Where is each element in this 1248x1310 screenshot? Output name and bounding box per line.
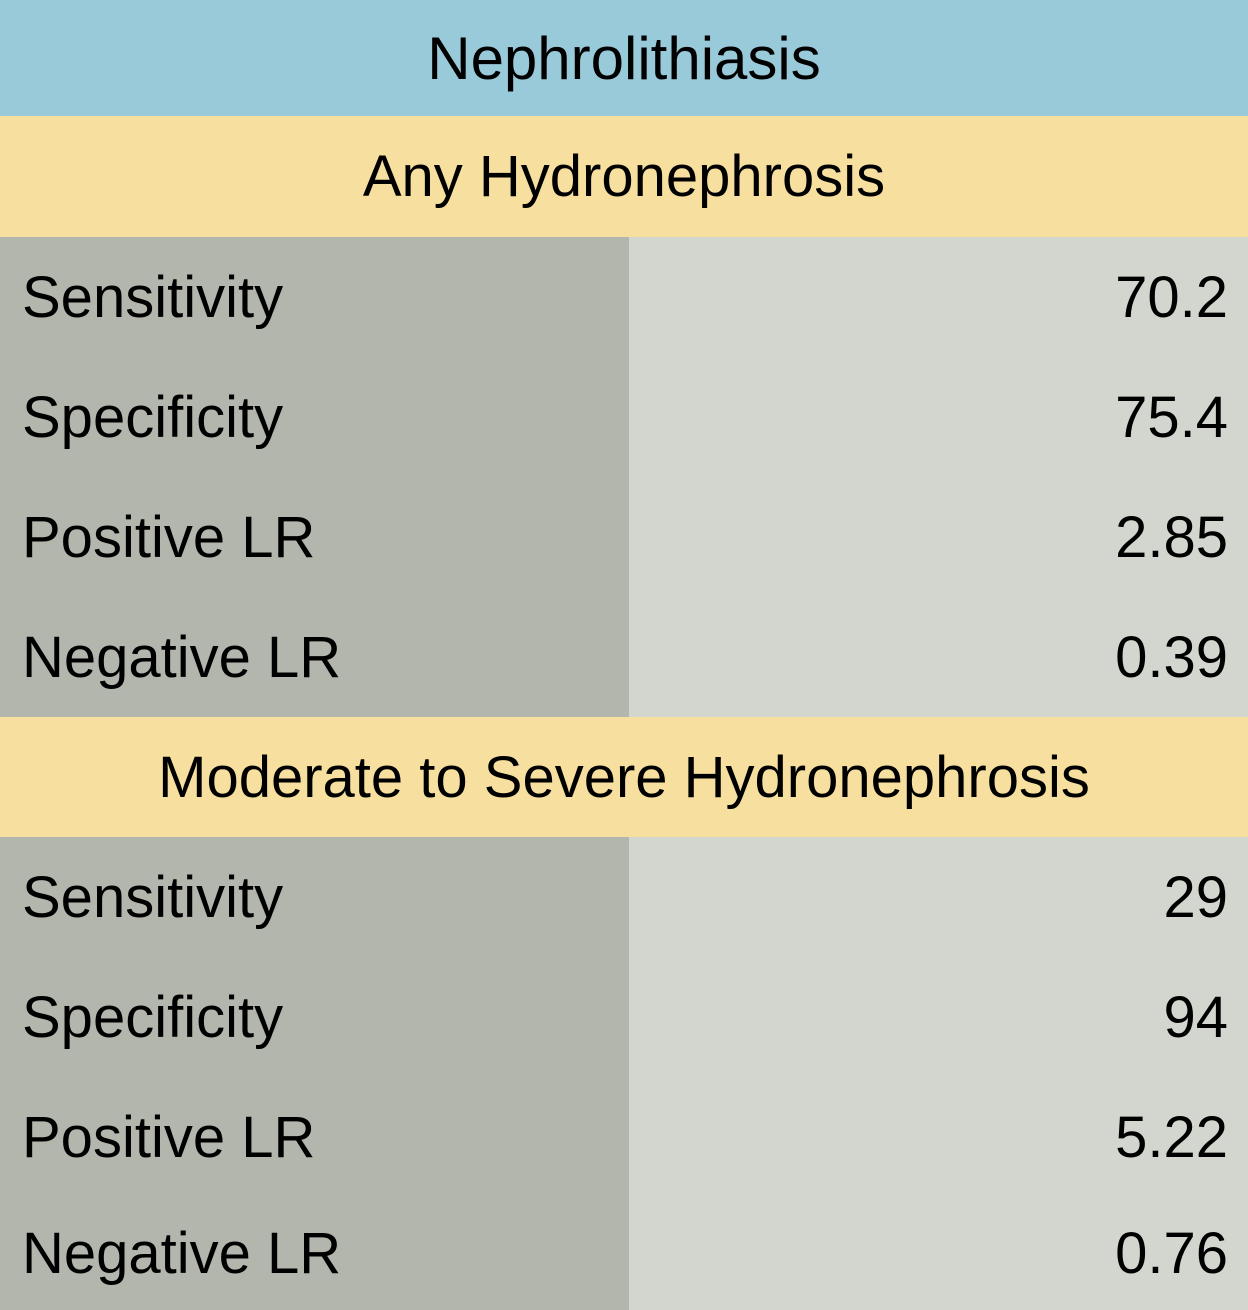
row-value: 94 (629, 957, 1248, 1077)
table-row (0, 1197, 1248, 1310)
section-body-moderate-severe-hydronephrosis (0, 837, 1248, 1310)
row-label: Specificity (0, 957, 629, 1077)
row-label: Specificity (0, 357, 629, 477)
row-value: 2.85 (629, 477, 1248, 597)
table-row (0, 837, 1248, 957)
table-row (0, 957, 1248, 1077)
table-row (0, 357, 1248, 477)
row-value: 5.22 (629, 1077, 1248, 1197)
table-title: Nephrolithiasis (0, 0, 1248, 116)
table-row (0, 237, 1248, 357)
row-label: Positive LR (0, 1077, 629, 1197)
row-value: 29 (629, 837, 1248, 957)
table-row (0, 597, 1248, 717)
row-label: Negative LR (0, 1197, 629, 1310)
row-label: Sensitivity (0, 837, 629, 957)
row-label: Negative LR (0, 597, 629, 717)
table-row (0, 477, 1248, 597)
table-row (0, 1077, 1248, 1197)
section-header-moderate-severe-hydronephrosis: Moderate to Severe Hydronephrosis (0, 717, 1248, 837)
row-value: 70.2 (629, 237, 1248, 357)
row-value: 0.76 (629, 1197, 1248, 1310)
row-label: Positive LR (0, 477, 629, 597)
row-value: 0.39 (629, 597, 1248, 717)
row-label: Sensitivity (0, 237, 629, 357)
section-body-any-hydronephrosis (0, 237, 1248, 717)
row-value: 75.4 (629, 357, 1248, 477)
section-header-any-hydronephrosis: Any Hydronephrosis (0, 116, 1248, 237)
